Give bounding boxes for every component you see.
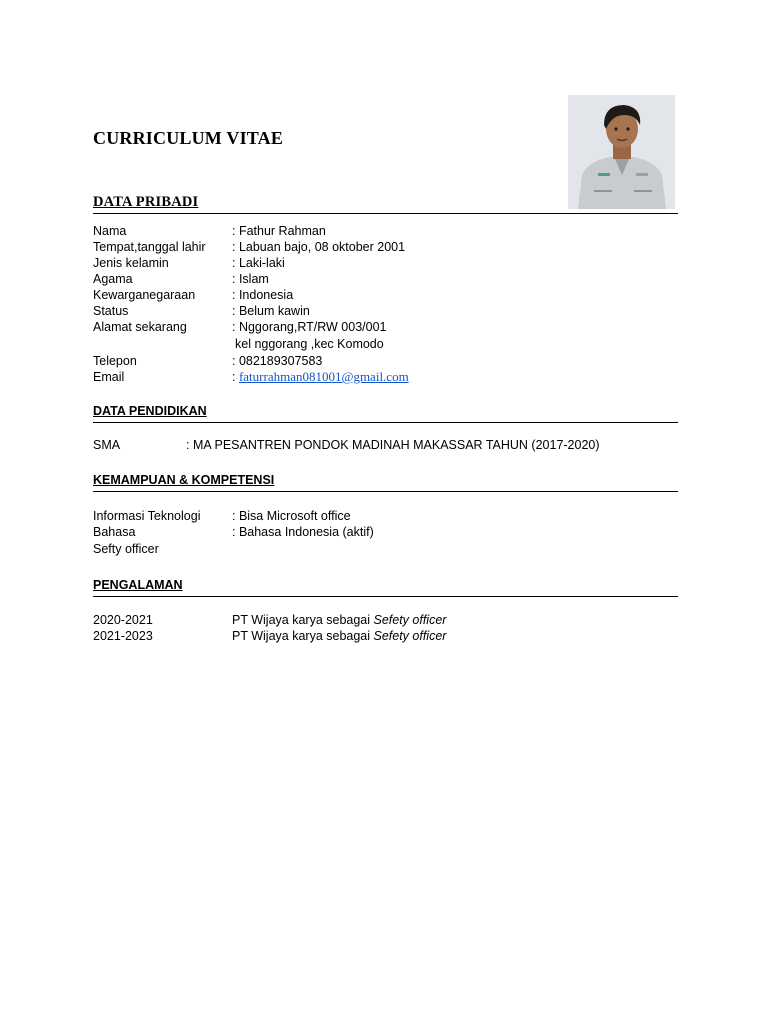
section-data-pendidikan: [93, 402, 678, 423]
person-photo-icon: [568, 95, 675, 209]
section-heading: PENGALAMAN: [93, 578, 183, 592]
experience-period: 2020-2021: [93, 613, 153, 627]
section-pengalaman: [93, 576, 678, 597]
skill-label: Sefty officer: [93, 542, 159, 556]
personal-label: Kewarganegaraan: [93, 288, 196, 302]
experience-role: Sefety officer: [373, 629, 447, 643]
personal-value: : Laki-laki: [232, 256, 285, 270]
education-label: SMA: [93, 438, 121, 452]
section-heading: DATA PENDIDIKAN: [93, 404, 207, 418]
profile-photo: [568, 95, 675, 209]
personal-value: : Nggorang,RT/RW 003/001: [232, 320, 387, 334]
section-heading: DATA PRIBADI: [93, 194, 199, 210]
personal-value: : 082189307583: [232, 354, 323, 368]
personal-value: : Labuan bajo, 08 oktober 2001: [232, 240, 406, 254]
page-title: CURRICULUM VITAE: [93, 128, 284, 148]
email-label: Email: [93, 370, 125, 384]
skill-value: : Bisa Microsoft office: [232, 509, 351, 523]
personal-value: : Islam: [232, 272, 269, 286]
experience-text: PT Wijaya karya sebagai: [232, 629, 374, 643]
personal-value: : Indonesia: [232, 288, 294, 302]
personal-label: Telepon: [93, 354, 137, 368]
email-colon: :: [232, 370, 239, 384]
skill-label: Bahasa: [93, 525, 136, 539]
section-data-pribadi: [93, 193, 678, 214]
personal-value: kel nggorang ,kec Komodo: [235, 337, 384, 351]
personal-label: Alamat sekarang: [93, 320, 187, 334]
email-value-wrap: [232, 369, 409, 385]
education-value: : MA PESANTREN PONDOK MADINAH MAKASSAR TAHUN (2017-2020): [186, 438, 600, 452]
experience-text-wrap: [232, 612, 446, 628]
section-heading: KEMAMPUAN & KOMPETENSI: [93, 473, 275, 487]
section-kemampuan: [93, 471, 678, 492]
personal-value: : Fathur Rahman: [232, 224, 326, 238]
personal-value: : Belum kawin: [232, 304, 310, 318]
experience-text: PT Wijaya karya sebagai: [232, 613, 374, 627]
experience-role: Sefety officer: [373, 613, 447, 627]
experience-text-wrap: [232, 628, 446, 644]
personal-label: Status: [93, 304, 129, 318]
skill-label: Informasi Teknologi: [93, 509, 201, 523]
personal-label: Agama: [93, 272, 133, 286]
personal-label: Tempat,tanggal lahir: [93, 240, 206, 254]
skill-value: : Bahasa Indonesia (aktif): [232, 525, 374, 539]
personal-label: Jenis kelamin: [93, 256, 169, 270]
email-link[interactable]: faturrahman081001@gmail.com: [238, 369, 409, 384]
personal-label: Nama: [93, 224, 127, 238]
experience-period: 2021-2023: [93, 629, 153, 643]
